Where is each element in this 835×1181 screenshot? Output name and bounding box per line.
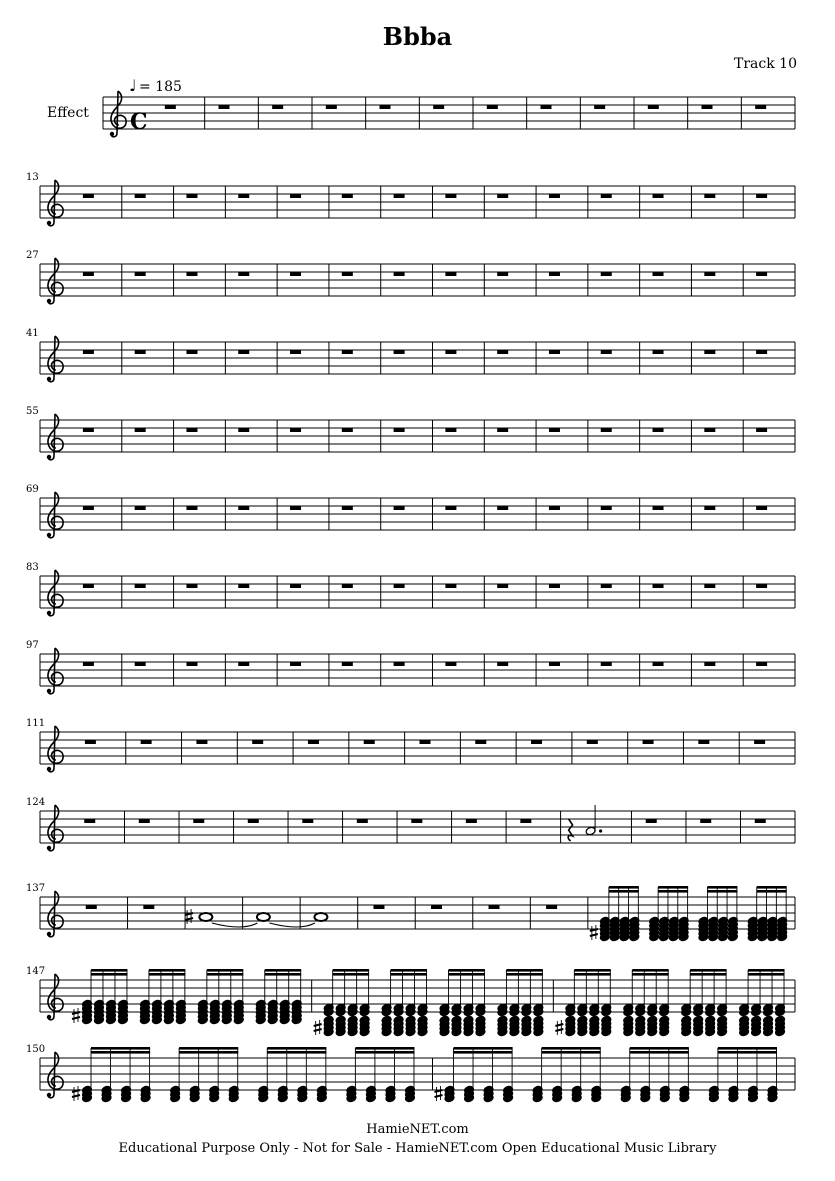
whole-rest <box>601 662 612 666</box>
whole-rest <box>756 428 767 432</box>
whole-rest <box>394 428 405 432</box>
beam <box>632 973 668 976</box>
whole-rest <box>290 272 301 276</box>
whole-rest <box>252 740 263 744</box>
sharp-sign <box>72 1086 80 1101</box>
measure-number: 147 <box>26 966 46 977</box>
treble-clef <box>47 805 63 851</box>
beam <box>207 973 243 976</box>
whole-rest <box>143 905 154 909</box>
treble-clef <box>47 648 63 694</box>
whole-rest <box>394 272 405 276</box>
beam <box>179 1047 238 1050</box>
whole-rest <box>755 819 766 823</box>
treble-clef-shape <box>48 414 63 460</box>
whole-rest <box>186 194 197 198</box>
whole-rest <box>83 428 94 432</box>
whole-rest <box>704 662 715 666</box>
whole-rest <box>83 272 94 276</box>
score-title: Bbba <box>382 22 453 51</box>
whole-rest <box>394 506 405 510</box>
beam <box>265 969 301 972</box>
treble-clef-dot <box>47 221 51 225</box>
dot <box>599 829 602 832</box>
sharp-sign <box>185 909 193 924</box>
treble-clef-dot <box>47 932 51 936</box>
whole-rest <box>238 194 249 198</box>
beam <box>632 969 668 972</box>
whole-rest <box>342 584 353 588</box>
whole-rest <box>290 506 301 510</box>
quarter-rest <box>568 819 572 841</box>
whole-rest <box>445 506 456 510</box>
whole-rest <box>497 584 508 588</box>
whole-rest <box>546 905 557 909</box>
whole-rest <box>755 105 766 109</box>
sharp-sign <box>314 1020 322 1035</box>
treble-clef-shape <box>48 180 63 226</box>
instrument-name: Effect <box>47 105 89 121</box>
whole-rest <box>420 740 431 744</box>
whole-rest <box>238 584 249 588</box>
whole-rest <box>445 350 456 354</box>
whole-rest <box>342 428 353 432</box>
whole-rest <box>704 194 715 198</box>
whole-rest <box>643 740 654 744</box>
beam <box>265 973 301 976</box>
whole-rest <box>601 506 612 510</box>
beam <box>355 1051 414 1054</box>
whole-rest <box>139 819 150 823</box>
treble-clef-dot <box>47 611 51 615</box>
whole-rest <box>411 819 422 823</box>
whole-rest <box>238 662 249 666</box>
whole-rest <box>704 350 715 354</box>
whole-rest <box>487 105 498 109</box>
beam <box>757 890 787 893</box>
treble-clef <box>47 414 63 460</box>
treble-clef <box>47 258 63 304</box>
treble-clef-dot <box>47 1093 51 1097</box>
whole-rest <box>497 272 508 276</box>
sharp-sign <box>555 1020 563 1035</box>
whole-rest <box>497 350 508 354</box>
whole-rest <box>431 905 442 909</box>
beam <box>391 969 427 972</box>
treble-clef-shape <box>48 891 63 937</box>
whole-rest <box>704 584 715 588</box>
whole-note <box>314 913 327 921</box>
measure-number: 97 <box>26 640 39 651</box>
treble-clef <box>47 180 63 226</box>
whole-rest <box>290 350 301 354</box>
beam <box>333 969 369 972</box>
measure-number: 27 <box>26 250 39 261</box>
whole-rest <box>756 350 767 354</box>
whole-note <box>199 913 212 921</box>
whole-rest <box>141 740 152 744</box>
whole-rest <box>394 194 405 198</box>
whole-rest <box>756 272 767 276</box>
whole-rest <box>445 194 456 198</box>
whole-rest <box>549 428 560 432</box>
beam <box>149 973 185 976</box>
treble-clef-dot <box>47 377 51 381</box>
treble-clef-dot <box>47 689 51 693</box>
whole-rest <box>342 272 353 276</box>
whole-rest <box>238 428 249 432</box>
whole-rest <box>756 662 767 666</box>
whole-rest <box>193 819 204 823</box>
measure-number: 83 <box>26 562 39 573</box>
whole-rest <box>248 819 259 823</box>
whole-rest <box>601 584 612 588</box>
whole-rest <box>83 506 94 510</box>
tempo-marking: = 185 <box>139 79 182 95</box>
beam <box>690 969 726 972</box>
whole-rest <box>754 740 765 744</box>
whole-rest <box>364 740 375 744</box>
treble-clef <box>47 1052 63 1098</box>
measure-number: 111 <box>26 718 46 729</box>
tie <box>269 923 315 927</box>
sharp-bar <box>555 1024 563 1026</box>
whole-rest <box>475 740 486 744</box>
beam <box>506 973 542 976</box>
treble-clef-shape <box>48 974 63 1020</box>
whole-rest <box>756 194 767 198</box>
whole-rest <box>497 506 508 510</box>
whole-rest <box>83 194 94 198</box>
sharp-bar <box>555 1029 563 1031</box>
beam <box>449 973 485 976</box>
treble-clef <box>47 974 63 1020</box>
beam <box>718 1051 777 1054</box>
tempo-note-icon: ♩ <box>129 76 137 95</box>
whole-rest <box>135 584 146 588</box>
footer-site: HamieNET.com <box>366 1122 469 1137</box>
whole-rest <box>653 194 664 198</box>
measure-number: 13 <box>26 172 39 183</box>
treble-clef <box>47 726 63 772</box>
whole-rest <box>394 662 405 666</box>
sharp-bar <box>72 1017 80 1019</box>
tie <box>212 923 258 927</box>
beam <box>267 1047 326 1050</box>
measure-number: 69 <box>26 484 39 495</box>
whole-rest <box>272 105 283 109</box>
track-label: Track 10 <box>734 56 797 72</box>
whole-rest <box>646 819 657 823</box>
beam <box>630 1047 689 1050</box>
whole-rest <box>698 740 709 744</box>
whole-rest <box>342 662 353 666</box>
beam <box>707 890 737 893</box>
beam <box>609 890 639 893</box>
whole-rest <box>445 272 456 276</box>
measure-number: 55 <box>26 406 39 417</box>
whole-rest <box>83 350 94 354</box>
beam <box>207 969 243 972</box>
whole-rest <box>756 584 767 588</box>
beam <box>454 1051 513 1054</box>
sharp-sign <box>590 925 598 940</box>
beam <box>542 1051 601 1054</box>
whole-rest <box>653 350 664 354</box>
beam <box>506 969 542 972</box>
whole-rest <box>601 428 612 432</box>
treble-clef-dot <box>47 1015 51 1019</box>
whole-rest <box>704 428 715 432</box>
whole-rest <box>186 584 197 588</box>
footer-notice: Educational Purpose Only - Not for Sale - HamieNET.com Open Educational Music Library <box>118 1141 717 1156</box>
beam <box>333 973 369 976</box>
whole-rest <box>326 105 337 109</box>
whole-rest <box>549 662 560 666</box>
whole-rest <box>290 584 301 588</box>
whole-rest <box>587 740 598 744</box>
whole-rest <box>238 350 249 354</box>
whole-rest <box>497 662 508 666</box>
beam <box>91 973 127 976</box>
whole-rest <box>653 506 664 510</box>
whole-rest <box>489 905 500 909</box>
whole-rest <box>601 350 612 354</box>
sharp-bar <box>314 1029 322 1031</box>
treble-clef-dot <box>47 846 51 850</box>
whole-rest <box>445 584 456 588</box>
whole-rest <box>445 428 456 432</box>
beam <box>542 1047 601 1050</box>
sharp-bar <box>314 1024 322 1026</box>
whole-rest <box>433 105 444 109</box>
beam <box>91 969 127 972</box>
beam <box>91 1051 150 1054</box>
whole-rest <box>135 194 146 198</box>
whole-rest <box>238 506 249 510</box>
whole-rest <box>85 740 96 744</box>
beam <box>574 969 610 972</box>
sharp-bar <box>185 918 193 920</box>
beam <box>718 1047 777 1050</box>
treble-clef-dot <box>47 299 51 303</box>
whole-rest <box>135 428 146 432</box>
whole-rest <box>549 584 560 588</box>
beam <box>609 886 639 889</box>
sharp-bar <box>72 1095 80 1097</box>
whole-rest <box>86 905 97 909</box>
whole-rest <box>601 272 612 276</box>
whole-rest <box>290 662 301 666</box>
whole-rest <box>135 662 146 666</box>
sharp-sign <box>435 1086 443 1101</box>
whole-rest <box>342 194 353 198</box>
measure-number: 41 <box>26 328 39 339</box>
whole-rest <box>549 506 560 510</box>
treble-clef-shape <box>111 91 126 137</box>
whole-rest <box>342 506 353 510</box>
whole-rest <box>238 272 249 276</box>
whole-rest <box>373 905 384 909</box>
whole-rest <box>84 819 95 823</box>
whole-rest <box>702 105 713 109</box>
whole-rest <box>83 662 94 666</box>
treble-clef-dot <box>47 767 51 771</box>
whole-rest <box>290 428 301 432</box>
beam <box>149 969 185 972</box>
treble-clef-shape <box>48 258 63 304</box>
whole-rest <box>186 272 197 276</box>
whole-rest <box>549 350 560 354</box>
whole-rest <box>83 584 94 588</box>
time-signature: C <box>130 109 148 135</box>
whole-rest <box>135 272 146 276</box>
treble-clef-shape <box>48 1052 63 1098</box>
whole-rest <box>497 428 508 432</box>
beam <box>91 1047 150 1050</box>
whole-rest <box>704 272 715 276</box>
treble-clef-dot <box>47 455 51 459</box>
treble-clef-shape <box>48 805 63 851</box>
whole-rest <box>531 740 542 744</box>
whole-rest <box>186 506 197 510</box>
sharp-bar <box>435 1095 443 1097</box>
beam <box>748 973 784 976</box>
whole-rest <box>756 506 767 510</box>
whole-rest <box>466 819 477 823</box>
whole-rest <box>219 105 230 109</box>
whole-rest <box>186 428 197 432</box>
treble-clef-shape <box>48 570 63 616</box>
beam <box>267 1051 326 1054</box>
beam <box>658 886 688 889</box>
treble-clef-shape <box>48 336 63 382</box>
whole-note <box>257 913 270 921</box>
measure-number: 150 <box>26 1044 46 1055</box>
beam <box>630 1051 689 1054</box>
whole-rest <box>394 584 405 588</box>
whole-rest <box>704 506 715 510</box>
whole-rest <box>549 272 560 276</box>
whole-rest <box>653 584 664 588</box>
whole-rest <box>541 105 552 109</box>
whole-rest <box>342 350 353 354</box>
beam <box>574 973 610 976</box>
treble-clef <box>47 336 63 382</box>
whole-rest <box>302 819 313 823</box>
whole-rest <box>135 506 146 510</box>
beam <box>454 1047 513 1050</box>
whole-rest <box>653 662 664 666</box>
beam <box>658 890 688 893</box>
treble-clef-shape <box>48 726 63 772</box>
whole-rest <box>497 194 508 198</box>
treble-clef <box>47 891 63 937</box>
beam <box>355 1047 414 1050</box>
whole-rest <box>653 272 664 276</box>
whole-rest <box>357 819 368 823</box>
treble-clef <box>110 91 126 137</box>
whole-rest <box>186 662 197 666</box>
beam <box>748 969 784 972</box>
treble-clef-dot <box>47 533 51 537</box>
whole-rest <box>549 194 560 198</box>
sharp-sign <box>72 1008 80 1023</box>
beam <box>391 973 427 976</box>
sharp-bar <box>590 934 598 936</box>
whole-rest <box>165 105 176 109</box>
treble-clef-dot <box>110 132 114 136</box>
whole-rest <box>445 662 456 666</box>
treble-clef-shape <box>48 492 63 538</box>
whole-rest <box>196 740 207 744</box>
beam <box>449 969 485 972</box>
treble-clef-shape <box>48 648 63 694</box>
whole-rest <box>520 819 531 823</box>
whole-rest <box>135 350 146 354</box>
treble-clef <box>47 570 63 616</box>
whole-rest <box>700 819 711 823</box>
treble-clef <box>47 492 63 538</box>
whole-rest <box>394 350 405 354</box>
whole-rest <box>380 105 391 109</box>
beam <box>690 973 726 976</box>
whole-rest <box>308 740 319 744</box>
whole-rest <box>186 350 197 354</box>
whole-rest <box>601 194 612 198</box>
whole-rest <box>290 194 301 198</box>
beam <box>179 1051 238 1054</box>
whole-rest <box>594 105 605 109</box>
beam <box>757 886 787 889</box>
measure-number: 137 <box>26 883 46 894</box>
measure-number: 124 <box>26 797 46 808</box>
beam <box>707 886 737 889</box>
whole-rest <box>653 428 664 432</box>
half-note-head <box>585 826 596 836</box>
whole-rest <box>648 105 659 109</box>
